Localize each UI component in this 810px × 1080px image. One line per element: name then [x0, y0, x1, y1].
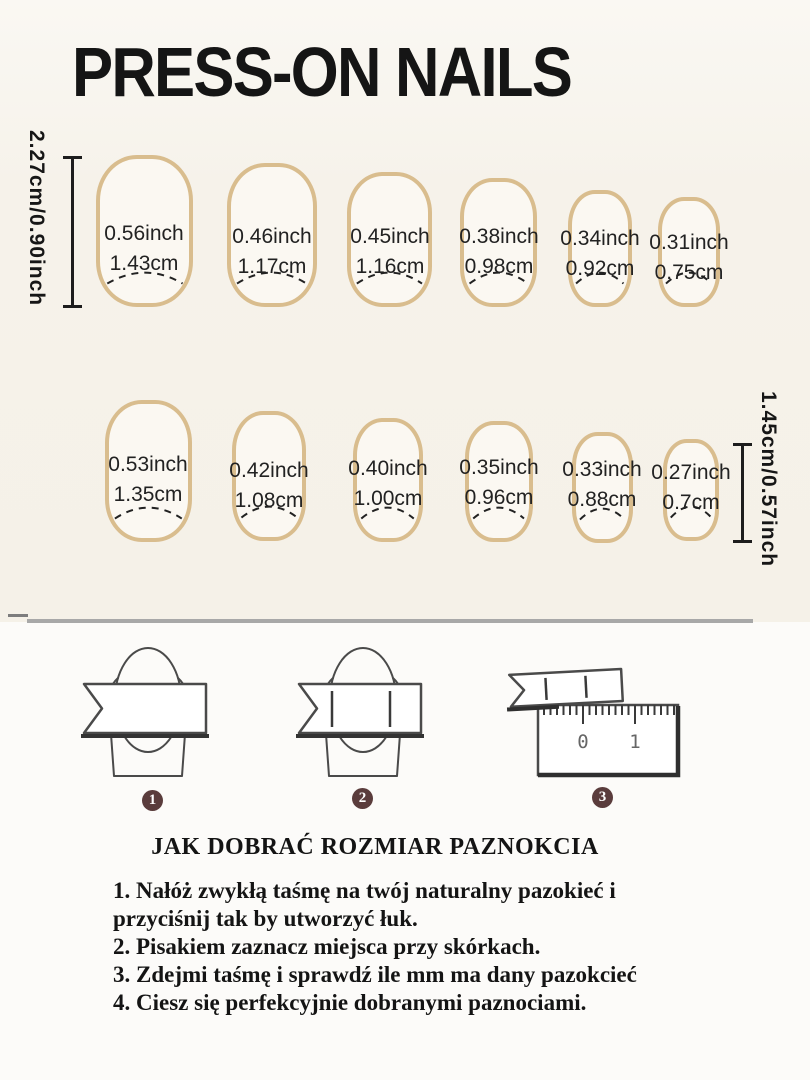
size-cm: 0.96cm: [464, 486, 534, 509]
nail-size-label: [74, 219, 214, 279]
size-inch: 0.53inch: [108, 453, 188, 476]
right-length-label: 1.45cm/0.57inch: [757, 391, 780, 568]
nail-size-label: [78, 450, 218, 510]
size-inch: 0.35inch: [459, 456, 539, 479]
size-inch: 0.45inch: [350, 225, 430, 248]
section-divider: [27, 619, 753, 623]
size-cm: 0.98cm: [464, 255, 534, 278]
step1-finger-tape-illustration: [78, 643, 213, 788]
size-inch: 0.56inch: [104, 222, 184, 245]
size-cm: 1.08cm: [234, 489, 304, 512]
step-number-badge: 2: [352, 788, 373, 809]
size-cm: 0.88cm: [567, 488, 637, 511]
nail-size-label: [621, 458, 761, 518]
size-cm: 1.16cm: [355, 255, 425, 278]
size-inch: 0.38inch: [459, 225, 539, 248]
size-cm: 0.7cm: [662, 491, 720, 514]
size-inch: 0.46inch: [232, 225, 312, 248]
step-number-badge: 1: [142, 790, 163, 811]
nail-size-label: [619, 228, 759, 288]
howto-heading: JAK DOBRAĆ ROZMIAR PAZNOKCIA: [151, 834, 599, 860]
ruler-number-1: 1: [629, 731, 641, 753]
instruction-item: 1. Nałóż zwykłą taśmę na twój naturalny pazokieć i przyciśnij tak by utworzyć łuk.: [113, 878, 616, 931]
size-inch: 0.33inch: [562, 458, 642, 481]
instruction-item: 3. Zdejmi taśmę i sprawdź ile mm ma dany pazokcieć: [113, 962, 637, 987]
size-cm: 1.00cm: [353, 487, 423, 510]
size-cm: 1.17cm: [237, 255, 307, 278]
size-inch: 0.42inch: [229, 459, 309, 482]
size-cm: 1.43cm: [109, 252, 179, 275]
size-cm: 1.35cm: [113, 483, 183, 506]
instruction-item: 4. Ciesz się perfekcyjnie dobranymi paznociami.: [113, 990, 587, 1015]
ruler-number-0: 0: [577, 731, 589, 753]
size-inch: 0.40inch: [348, 457, 428, 480]
left-length-label: 2.27cm/0.90inch: [25, 130, 48, 307]
instruction-list: [113, 877, 698, 1017]
size-cm: 0.92cm: [565, 257, 635, 280]
divider-dash: [8, 614, 28, 617]
step2-marked-tape-illustration: [293, 643, 428, 788]
instruction-item: 2. Pisakiem zaznacz miejsca przy skórkach.: [113, 934, 541, 959]
size-inch: 0.34inch: [560, 227, 640, 250]
page-title: PRESS-ON NAILS: [72, 33, 572, 111]
size-cm: 0.75cm: [654, 261, 724, 284]
step3-ruler-illustration: [498, 658, 683, 783]
size-inch: 0.31inch: [649, 231, 729, 254]
size-inch: 0.27inch: [651, 461, 731, 484]
step-number-badge: 3: [592, 787, 613, 808]
